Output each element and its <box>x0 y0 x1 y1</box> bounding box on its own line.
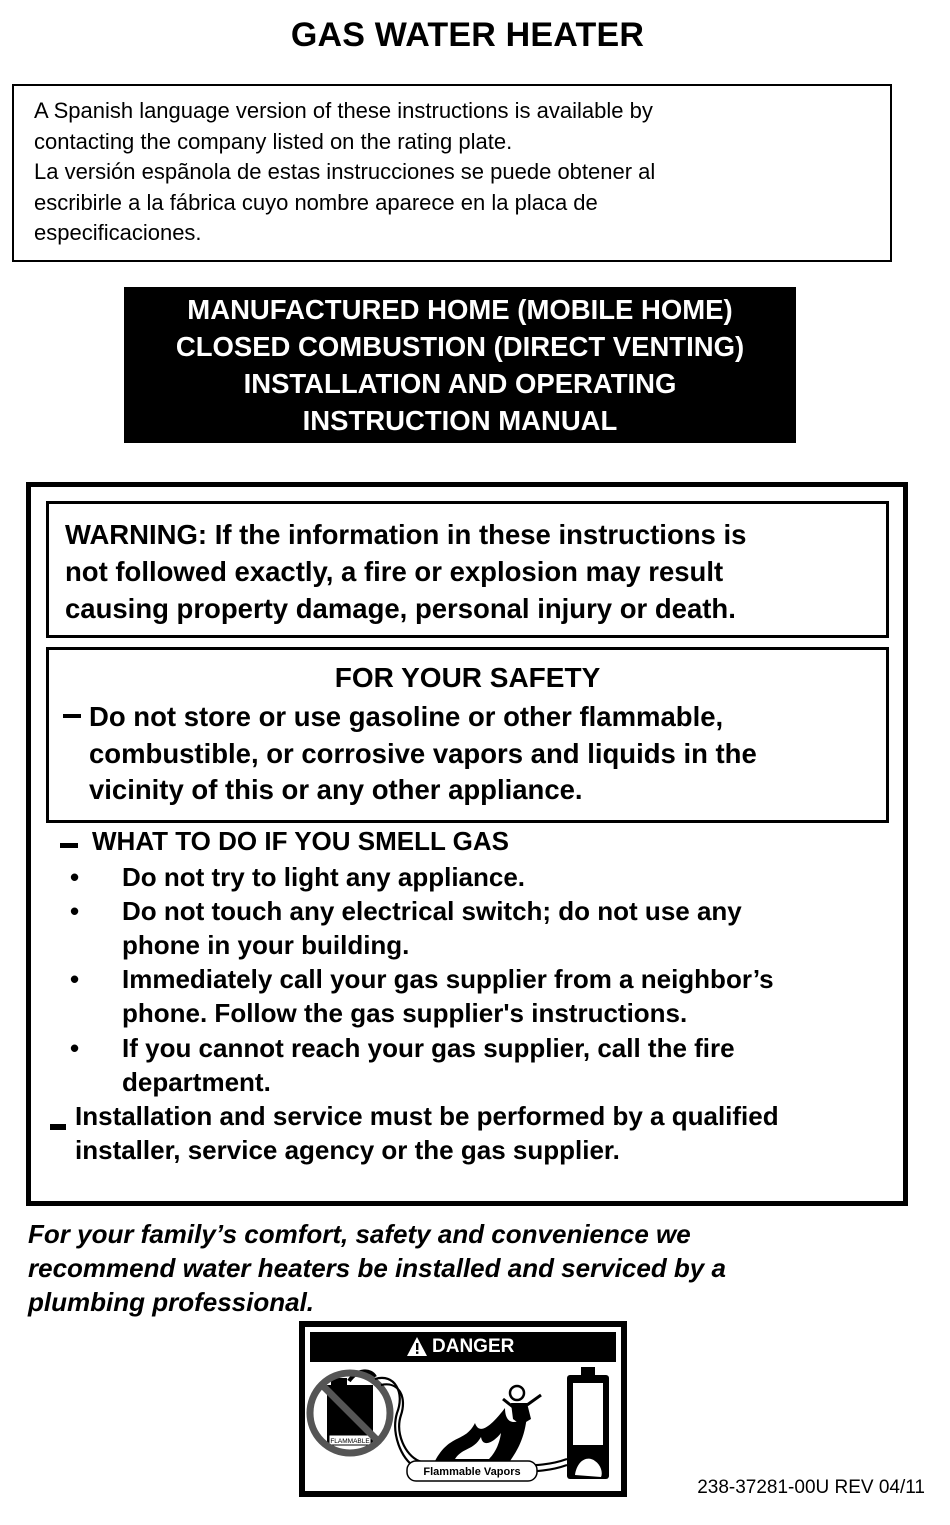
vapors-label: Flammable Vapors <box>423 1466 521 1478</box>
dash-marker <box>50 1124 66 1130</box>
list-item <box>70 860 860 894</box>
list-item-line: department. <box>122 1067 271 1097</box>
list-item-line: Do not try to light any appliance. <box>122 862 526 892</box>
manual-title-banner <box>124 287 796 443</box>
safety-line: vicinity of this or any other appliance. <box>89 774 583 805</box>
language-notice-line: La versión espãnola de estas instrucciones se puede obtener al <box>34 159 656 184</box>
recommendation-line: For your family’s comfort, safety and convenience we <box>28 1219 691 1249</box>
list-item-line: phone in your building. <box>122 930 410 960</box>
list-item-text <box>122 894 862 962</box>
list-item <box>70 962 860 1030</box>
safety-line: Do not store or use gasoline or other flammable, <box>89 701 724 732</box>
page-title: GAS WATER HEATER <box>290 16 645 54</box>
list-item-text <box>122 860 862 894</box>
list-item-line: Do not touch any electrical switch; do not use any <box>122 896 742 926</box>
warning-box <box>46 501 889 638</box>
warning-triangle-icon <box>406 1336 428 1357</box>
safety-line: combustible, or corrosive vapors and liquids in the <box>89 737 757 769</box>
banner-line: CLOSED COMBUSTION (DIRECT VENTING) <box>175 331 745 362</box>
flammable-vapors-pictogram <box>305 1363 621 1491</box>
installation-line: installer, service agency or the gas supplier. <box>75 1135 620 1165</box>
list-item-text <box>122 962 862 1030</box>
list-item-text <box>122 1031 862 1099</box>
for-your-safety-box <box>46 647 889 823</box>
list-item <box>70 894 860 962</box>
bullet: • <box>70 1033 80 1063</box>
danger-label-inner <box>305 1327 621 1491</box>
list-item-line: phone. Follow the gas supplier's instructions. <box>122 998 688 1028</box>
language-notice-line: escribirle a la fábrica cuyo nombre aparece en la placa de <box>34 189 598 215</box>
language-notice-line: A Spanish language version of these instructions is available by <box>34 98 653 123</box>
recommendation-note <box>28 1217 828 1319</box>
recommendation-line: recommend water heaters be installed and serviced by a <box>28 1253 726 1283</box>
danger-label <box>299 1321 627 1497</box>
language-notice-box <box>12 84 892 262</box>
banner-line: MANUFACTURED HOME (MOBILE HOME) <box>187 294 733 325</box>
bullet: • <box>70 862 80 892</box>
danger-header <box>310 1332 616 1362</box>
banner-line: INSTRUCTION MANUAL <box>302 405 618 436</box>
installation-line: Installation and service must be performed by a qualified <box>75 1101 779 1131</box>
bullet: • <box>70 896 80 926</box>
warning-line: WARNING: If the information in these instructions is <box>65 519 747 550</box>
danger-word: DANGER <box>432 1336 515 1357</box>
document-number: 238-37281-00U REV 04/11 <box>697 1477 925 1498</box>
list-item <box>70 1031 860 1099</box>
dash-marker <box>60 843 78 848</box>
banner-line: INSTALLATION AND OPERATING <box>243 368 677 399</box>
recommendation-line: plumbing professional. <box>28 1287 315 1317</box>
list-item-line: Immediately call your gas supplier from a neighbor’s <box>122 964 774 994</box>
can-label: FLAMMABLE <box>330 1438 370 1445</box>
dash-marker <box>63 714 81 718</box>
language-notice-line: especificaciones. <box>34 220 202 245</box>
safety-statement <box>89 699 879 809</box>
safety-title: FOR YOUR SAFETY <box>334 662 601 693</box>
language-notice-line: contacting the company listed on the rating plate. <box>34 128 513 154</box>
installation-statement <box>75 1099 875 1167</box>
warning-line: not followed exactly, a fire or explosion may result <box>65 556 724 587</box>
list-item-line: If you cannot reach your gas supplier, call the fire <box>122 1033 735 1063</box>
smell-gas-heading: WHAT TO DO IF YOU SMELL GAS <box>92 826 509 856</box>
bullet: • <box>70 964 80 994</box>
warning-line: causing property damage, personal injury or death. <box>65 593 736 624</box>
